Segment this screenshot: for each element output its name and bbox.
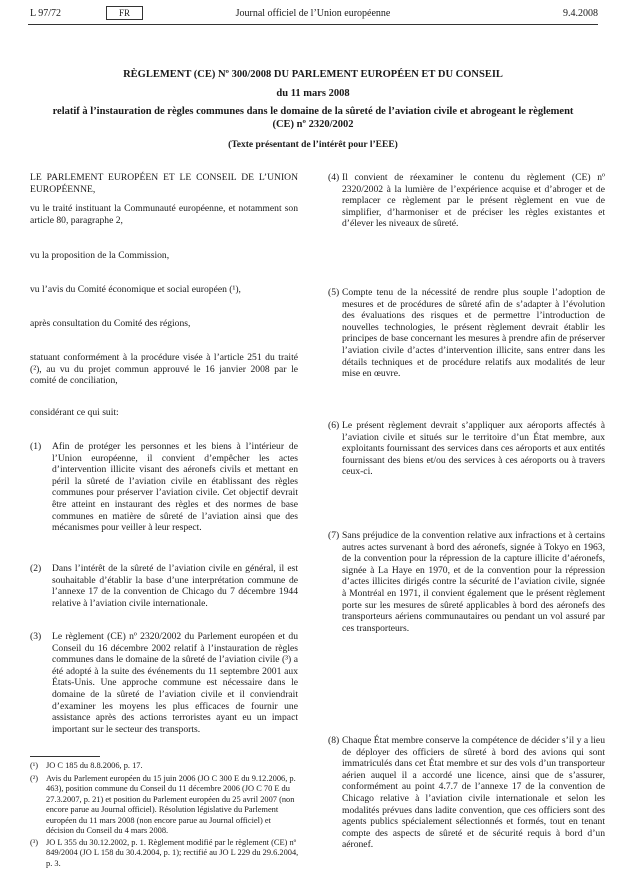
citation-procedure: statuant conformément à la procédure visée à l’article 251 du traité (²), au vu du projet commun approuvé le 16 janvier 2008 par le comité de conciliation, xyxy=(30,352,298,387)
header-divider xyxy=(28,24,598,25)
recital-number: (8) xyxy=(328,735,340,746)
footnote-3 xyxy=(30,838,300,869)
regulation-subject: relatif à l’instauration de règles communes dans le domaine de la sûreté de l’aviation civile et abrogeant le règlement (CE) nº 2320/2002 xyxy=(52,106,574,130)
recital-5: Compte tenu de la nécessité de rendre plus souple l’adoption de mesures et de procédures de sûreté afin de s’adapter à l’évolution des évaluations des risques et de permettre l’introduction de nouvelles technologies, le présent règlement devrait établir les principes de base concernant les mesures à prendre afin de préserver l’aviation civile d’actes d’intervention illicite, sans entrer dans les détails techniques et de procédure relatifs aux modalités de leur mise en œuvre. xyxy=(342,287,605,380)
page-reference: L 97/72 xyxy=(30,8,62,19)
recital-number: (4) xyxy=(328,172,340,183)
footnote-1 xyxy=(30,761,300,771)
citation-treaty: vu le traité instituant la Communauté européenne, et notamment son article 80, paragraphe 2, xyxy=(30,203,298,226)
recital-3: Le règlement (CE) nº 2320/2002 du Parlement européen et du Conseil du 16 décembre 2002 relatif à l’instauration de règles communes dans le domaine de la sûreté de l’aviation civile (³) a été adopté à la suite des événements du 11 septembre 2001 aux États-Unis. Une approche commune est nécessaire dans le domaine de la sûreté de l’aviation civile et il conviendrait d’examiner les moyens les plus efficaces de fournir une assistance après des actions terroristes ayant eu un impact important sur le secteur des transports. xyxy=(52,631,298,735)
footnote-text: JO L 355 du 30.12.2002, p. 1. Règlement modifié par le règlement (CE) nº 849/2004 (JO L 158 du 30.4.2004, p. 1); rectifié au JO L 229 du 29.6.2004, p. 3. xyxy=(46,838,299,868)
publication-date: 9.4.2008 xyxy=(563,8,598,19)
regulation-title: RÈGLEMENT (CE) Nº 300/2008 DU PARLEMENT EUROPÉEN ET DU CONSEIL xyxy=(123,69,503,80)
journal-title: Journal officiel de l’Union européenne xyxy=(235,8,391,19)
recital-2: Dans l’intérêt de la sûreté de l’aviation civile en général, il est souhaitable d’établir la base d’une interprétation commune de l’annexe 17 de la convention de Chicago du 7 décembre 1944 relative à l’aviation civile internationale. xyxy=(52,563,298,609)
preamble-intro: LE PARLEMENT EUROPÉEN ET LE CONSEIL DE L’UNION EUROPÉENNE, xyxy=(30,172,298,195)
footnote-number: (³) xyxy=(30,838,39,847)
recital-number: (1) xyxy=(30,441,42,452)
recital-number: (3) xyxy=(30,631,42,642)
footnote-text: JO C 185 du 8.8.2006, p. 17. xyxy=(46,761,143,770)
language-badge: FR xyxy=(106,6,143,20)
recital-number: (2) xyxy=(30,563,42,574)
regulation-date: du 11 mars 2008 xyxy=(276,88,350,99)
recital-7: Sans préjudice de la convention relative aux infractions et à certains autres actes survenant à bord des aéronefs, signée à Tokyo en 1963, de la convention pour la répression de la capture illicite d’aéronefs, signée à La Haye en 1970, et de la convention pour la répression d’actes illicites dirigés contre la sécurité de l’aviation civile, signée à Montréal en 1971, il convient également que le présent règlement porte sur les mesures de sûreté applicables à bord des aéronefs des transporteurs aériens communautaires ou pendant un vol assuré par ces transporteurs. xyxy=(342,530,605,634)
citation-ecosoc: vu l’avis du Comité économique et social européen (¹), xyxy=(30,284,241,295)
recital-8: Chaque État membre conserve la compétence de décider s’il y a lieu de déployer des officiers de sûreté à bord des avions qui sont immatriculés dans cet État membre et sur des vols d’un transporteur aérien auquel il a accordé une licence, ainsi que de s’assurer, conformément au point 4.7.7 de l’annexe 17 de la convention de Chicago relative à l’aviation civile internationale et selon les modalités prévues dans ladite convention, que ces officiers sont des agents publics spécialement sélectionnés et formés, tout en tenant compte des aspects de sûreté et de sécurité requis à bord d’un aéronef. xyxy=(342,735,605,851)
recital-number: (7) xyxy=(328,530,340,541)
recital-6: Le présent règlement devrait s’appliquer aux aéroports affectés à l’aviation civile et situés sur le territoire d’un État membre, aux exploitants fournissant des services dans ces aéroports et aux entités fournissant des biens et/ou des services à ces aéroports ou à travers ceux-ci. xyxy=(342,420,605,478)
recital-4: Il convient de réexaminer le contenu du règlement (CE) nº 2320/2002 à la lumière de l’expérience acquise et d’abroger et de remplacer ce règlement par le présent règlement en vue de simplifier, d’harmoniser et de préciser les règles existantes et d’élever les niveaux de sûreté. xyxy=(342,172,605,230)
eea-relevance: (Texte présentant de l’intérêt pour l’EEE) xyxy=(228,140,398,150)
considering-heading: considérant ce qui suit: xyxy=(30,407,119,418)
recital-number: (6) xyxy=(328,420,340,431)
recital-number: (5) xyxy=(328,287,340,298)
recital-1: Afin de protéger les personnes et les biens à l’intérieur de l’Union européenne, il convient d’empêcher les actes d’intervention illicite visant des aéronefs civils et mettant en péril la sûreté de l’aviation civile en établissant des règles communes pour préserver l’aviation civile. Cet objectif devrait être atteint en instaurant des règles et des normes de base communes en matière de sûreté de l’aviation ainsi que des mécanismes pour veiller à leur respect. xyxy=(52,441,298,534)
citation-commission: vu la proposition de la Commission, xyxy=(30,250,170,261)
footnote-2 xyxy=(30,774,300,836)
footnote-number: (²) xyxy=(30,774,39,783)
footnote-divider xyxy=(30,756,100,757)
citation-regions: après consultation du Comité des régions, xyxy=(30,318,191,329)
footnote-number: (¹) xyxy=(30,761,39,770)
footnote-text: Avis du Parlement européen du 15 juin 2006 (JO C 300 E du 9.12.2006, p. 463), position commune du Conseil du 11 décembre 2006 (JO C 70 E du 27.3.2007, p. 21) et position du Parlement européen du 25 avril 2007 (non encore parue au Journal officiel). Résolution législative du Parlement européen du 11 mars 2008 (non encore parue au Journal officiel) et décision du Conseil du 4 mars 2008. xyxy=(46,774,296,836)
